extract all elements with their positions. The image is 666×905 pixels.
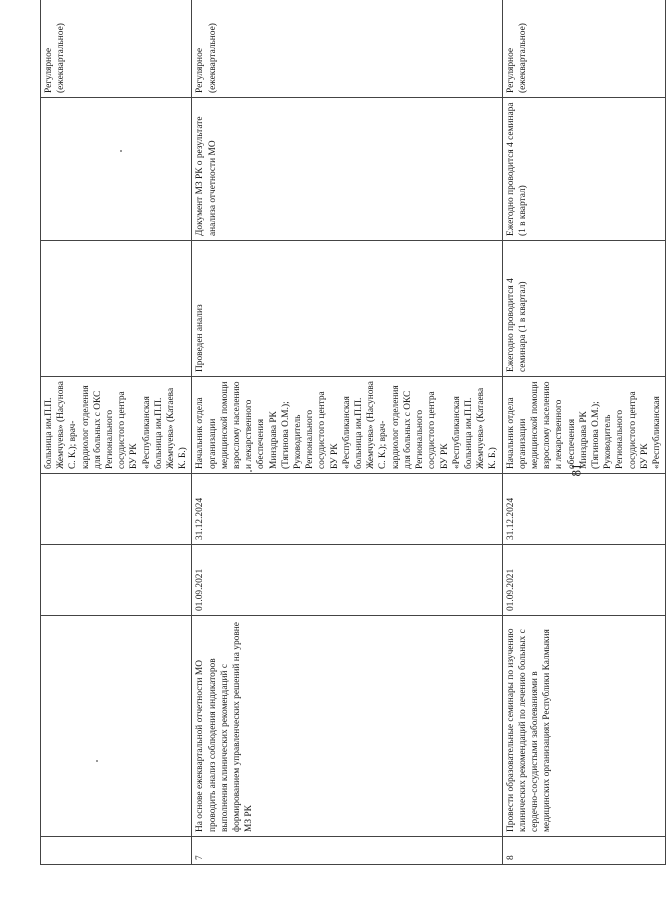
cell-periodicity: Регулярное (ежеквартальное) xyxy=(502,0,666,98)
cell-number: 7 xyxy=(192,837,502,865)
cell-periodicity: Регулярное (ежеквартальное) xyxy=(192,0,502,98)
cell-responsible: Начальник отдела организации медицинской помощи взрослому населению и лекарственного обеспечения Минздрава РК (Тягинова О.М.); Руководитель Регионального сосудистого центра БУ РК «Республиканская больница им.П.П. Жемчуева» (Насунова С. К.); врач-кардиолог отделения для больных с ОКС Регионального сосудистого центра БУ РК «Республиканская больница им.П.П. Жемчуева» (Катаева К. Б.) xyxy=(192,377,502,474)
cell-responsible: больница им.П.П. Жемчуева» (Насунова С. К.); врач-кардиолог отделения для больных с ОКС Регионального сосудистого центра БУ РК «Республиканская больница им.П.П. Жемчуева» (Катаева К. Б.) xyxy=(41,377,192,474)
cell-responsible: Начальник отдела организации медицинской помощи взрослому населению и лекарственного обеспечения Минздрава РК (Тягинова О.М.); Руководитель Регионального сосудистого центра БУ РК «Республиканская xyxy=(502,377,666,474)
cell-result: Ежегодно проводится 4 семинара (1 в квартал) xyxy=(502,241,666,377)
cell-end-date xyxy=(41,474,192,545)
scan-speck xyxy=(120,150,122,152)
table-row xyxy=(502,0,666,865)
cell-action: Провести образовательные семинары по изучению клинических рекомендаций по лечению больных с сердечно-сосудистыми заболеваниями в медицинских организациях Республики Калмыкия xyxy=(502,616,666,837)
action-plan-table xyxy=(40,0,666,865)
scan-speck xyxy=(96,760,98,762)
cell-start-date xyxy=(41,545,192,616)
scan-speck xyxy=(250,470,252,472)
cell-document: Ежегодно проводится 4 семинара (1 в квартал) xyxy=(502,98,666,241)
rotated-table-wrapper xyxy=(40,23,662,865)
cell-document: Документ МЗ РК о результате анализа отчетности МО xyxy=(192,98,502,241)
page-number: 81 xyxy=(568,463,584,477)
cell-number xyxy=(41,837,192,865)
cell-result xyxy=(41,241,192,377)
cell-action xyxy=(41,616,192,837)
cell-result: Проведен анализ xyxy=(192,241,502,377)
cell-number: 8 xyxy=(502,837,666,865)
cell-document xyxy=(41,98,192,241)
cell-start-date: 01.09.2021 xyxy=(502,545,666,616)
cell-start-date: 01.09.2021 xyxy=(192,545,502,616)
cell-end-date: 31.12.2024 xyxy=(192,474,502,545)
table-row xyxy=(192,0,502,865)
cell-periodicity: Регулярное (ежеквартальное) xyxy=(41,0,192,98)
table-row xyxy=(41,0,192,865)
cell-action: На основе ежеквартальной отчетности МО проводить анализ соблюдения индикаторов выполнения клинических рекомендаций с формированием управленческих решений на уровне МЗ РК xyxy=(192,616,502,837)
cell-end-date: 31.12.2024 xyxy=(502,474,666,545)
